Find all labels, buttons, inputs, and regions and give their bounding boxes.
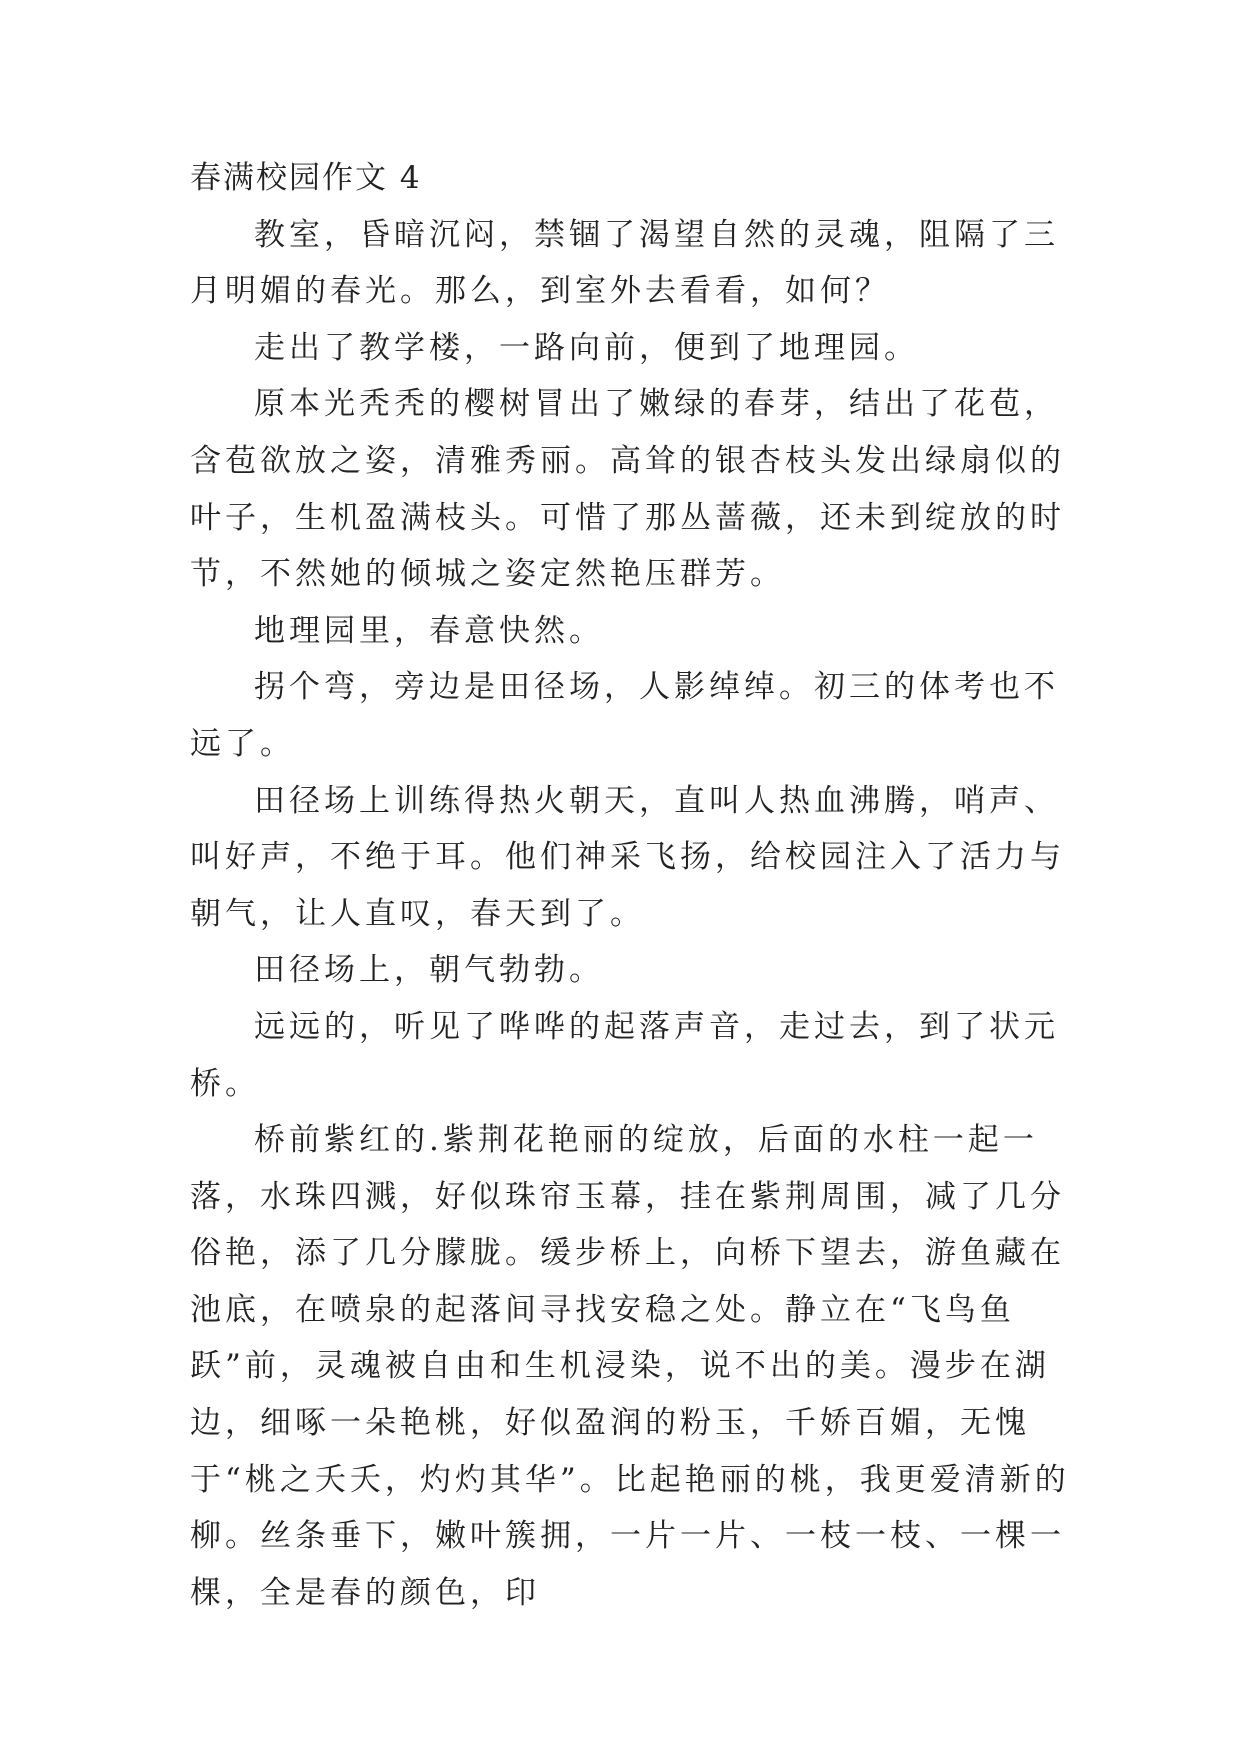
document-page (190, 150, 1070, 1621)
paragraph-2: 走出了教学楼，一路向前，便到了地理园。 (254, 329, 919, 366)
paragraph-3: 原本光秃秃的樱树冒出了嫩绿的春芽，结出了花苞，含苞欲放之姿，清雅秀丽。高耸的银杏枝头发出绿扇似的叶子，生机盈满枝头。可惜了那丛蔷薇，还未到绽放的时节，不然她的倾城之姿定然艳压群芳。 (190, 386, 1065, 593)
paragraph-7: 田径场上，朝气勃勃。 (254, 952, 604, 989)
paragraph-5: 拐个弯，旁边是田径场，人影绰绰。初三的体考也不远了。 (190, 669, 1059, 762)
paragraph-1: 教室，昏暗沉闷，禁锢了渴望自然的灵魂，阻隔了三月明媚的春光。那么，到室外去看看，如何？ (190, 216, 1059, 310)
document-title: 春满校园作文 4 (190, 160, 422, 196)
paragraph-4: 地理园里，春意快然。 (254, 612, 604, 649)
paragraph-8: 远远的，听见了哗哗的起落声音，走过去，到了状元桥。 (190, 1008, 1059, 1102)
paragraph-6: 田径场上训练得热火朝天，直叫人热血沸腾，哨声、叫好声，不绝于耳。他们神采飞扬，给校园注入了活力与朝气，让人直叹，春天到了。 (190, 782, 1065, 932)
paragraph-9: 桥前紫红的.紫荆花艳丽的绽放，后面的水柱一起一落，水珠四溅，好似珠帘玉幕，挂在紫荆周围，减了几分俗艳，添了几分朦胧。缓步桥上，向桥下望去，游鱼藏在池底，在喷泉的起落间寻找安稳之处。静立在“飞鸟鱼跃”前，灵魂被自由和生机浸染，说不出的美。漫步在湖边，细啄一朵艳桃，好似盈润的粉玉，千娇百媚，无愧于“桃之夭夭，灼灼其华”。比起艳丽的桃，我更爱清新的柳。丝条垂下，嫩叶簇拥，一片一片、一枝一枝、一棵一棵，全是春的颜色，印 (190, 1122, 1070, 1611)
